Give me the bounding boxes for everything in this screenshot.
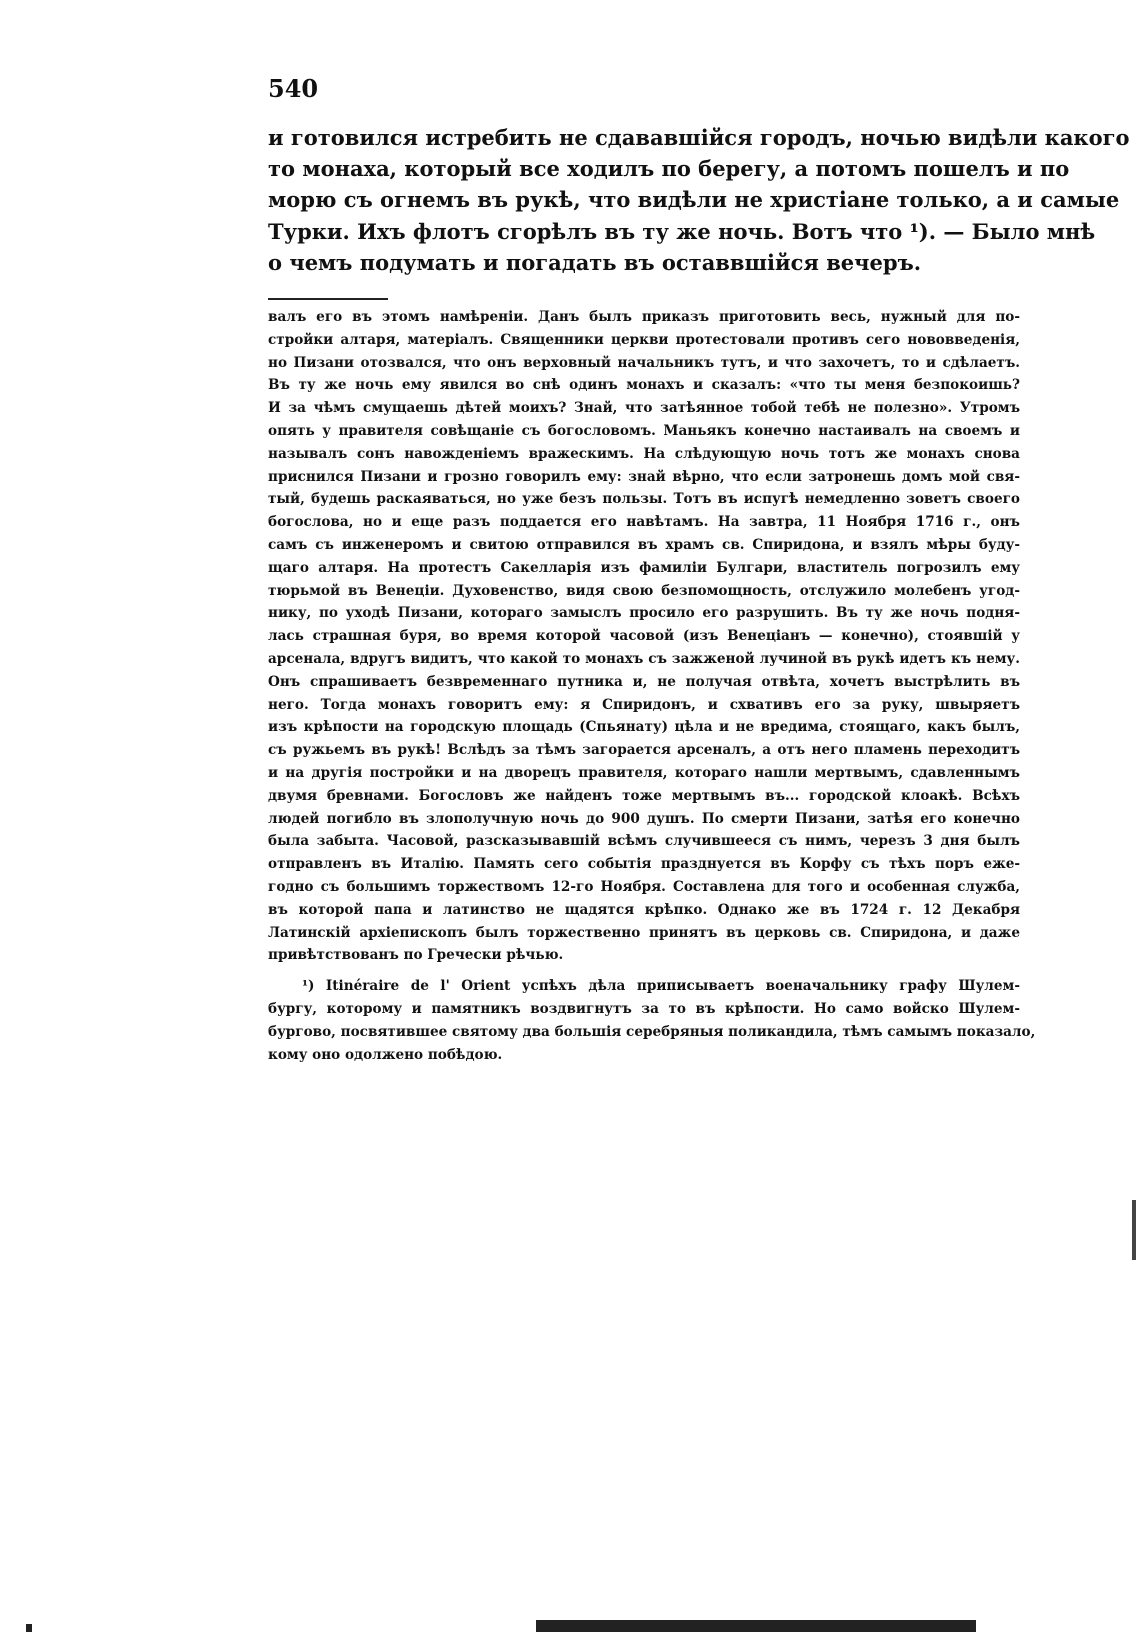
footnote-line: тюрьмой въ Венеціи. Духовенство, видя свою безпомощность, отслужило молебенъ угод- [268,582,1020,599]
main-text-line: морю съ огнемъ въ рукѣ, что видѣли не христіане только, а и самые [268,187,1120,213]
footnote-line: людей погибло въ злополучную ночь до 900 душъ. По смерти Пизани, затѣя его конечно [268,810,1020,827]
footnote-line: годно съ большимъ торжествомъ 12-го Ноября. Составлена для того и особенная служба, [268,878,1020,895]
footnote-line: тый, будешь раскаяваться, но уже безъ пользы. Тотъ въ испугѣ немедленно зоветъ своего [268,491,1020,508]
footnote-line: Въ ту же ночь ему явился во снѣ одинъ монахъ и сказалъ: «что ты меня безпокоишь? [268,377,1020,394]
footnote-line: Латинскій архіепископъ былъ торжественно принятъ въ церковь св. Спиридона, и даже [268,924,1020,941]
footnote-line: И за чѣмъ смущаешь дѣтей моихъ? Знай, что затѣянное тобой тебѣ не полезно». Утромъ [268,400,1020,417]
scan-artifact-edge [1132,1200,1136,1260]
footnote-line: стройки алтаря, матеріалъ. Священники церкви протестовали противъ сего нововведенія, [268,331,1020,348]
footnote-1-line: бургово, посвятившее святому два большія серебряныя поликандила, тѣмъ самымъ показало, [268,1023,1036,1040]
footnote-1-line: бургу, которому и памятникъ воздвигнутъ за то въ крѣпости. Но само войско Шулем- [268,1000,1020,1017]
footnote-line: богослова, но и еще разъ поддается его навѣтамъ. На завтра, 11 Ноября 1716 г., онъ [268,514,1020,531]
scan-artifact-bar [536,1620,976,1632]
main-text-line: о чемъ подумать и погадать въ оставвшійся вечеръ. [268,249,921,275]
footnote-line: арсенала, вдругъ видитъ, что какой то монахъ съ зажженой лучиной въ рукѣ идетъ къ нему. [268,650,1020,667]
footnote-line: приснился Пизани и грозно говорилъ ему: знай вѣрно, что если затронешь домъ мой свя- [268,468,1020,485]
footnote-line: нику, по уходѣ Пизани, котораго замыслъ просило его разрушить. Въ ту же ночь подня- [268,605,1020,622]
page-number: 540 [268,74,319,103]
footnote-line: двумя бревнами. Богословъ же найденъ тоже мертвымъ въ... городской клоакѣ. Всѣхъ [268,787,1020,804]
footnotes [268,306,1036,1066]
footnote-line: называлъ сонъ навожденіемъ вражескимъ. На слѣдующую ночь тотъ же монахъ снова [268,445,1020,462]
footnote-line: лась страшная буря, во время которой часовой (изъ Венеціанъ — конечно), стоявшій у [268,628,1020,645]
footnote-line: самъ съ инженеромъ и свитою отправился въ храмъ св. Спиридона, и взялъ мѣры буду- [268,536,1020,553]
footnote-line: но Пизани отозвался, что онъ верховный начальникъ тутъ, и что захочетъ, то и сдѣлаетъ. [268,354,1020,371]
footnote-line: Онъ спрашиваетъ безвременнаго путника и, не получая отвѣта, хочетъ выстрѣлить въ [268,673,1020,690]
footnote-line: него. Тогда монахъ говоритъ ему: я Спиридонъ, и схвативъ его за руку, швыряетъ [268,696,1020,713]
main-text [268,122,1130,278]
footnote-line: отправленъ въ Италію. Память сего событія празднуется въ Корфу съ тѣхъ поръ еже- [268,856,1020,873]
footnote-line: привѣтствованъ по Гречески рѣчью. [268,947,564,964]
footnote-line: и на другія постройки и на дворецъ правителя, котораго нашли мертвымъ, сдавленнымъ [268,764,1020,781]
footnote-separator-rule [268,298,388,300]
footnote-line: въ которой папа и латинство не щадятся крѣпко. Однако же въ 1724 г. 12 Декабря [268,901,1020,918]
footnote-line: опять у правителя совѣщаніе съ богословомъ. Маньякъ конечно настаивалъ на своемъ и [268,422,1020,439]
main-text-line: Турки. Ихъ флотъ сгорѣлъ въ ту же ночь. Вотъ что ¹). — Было мнѣ [268,218,1096,244]
footnote-line: была забыта. Часовой, разсказывавшій всѣмъ случившееся съ нимъ, черезъ 3 дня былъ [268,833,1020,850]
footnote-1-line: ¹) Itinéraire de l' Orient успѣхъ дѣла приписываетъ военачальнику графу Шулем- [302,978,1020,995]
main-text-line: и готовился истребить не сдававшійся городъ, ночью видѣли какого [268,125,1130,150]
footnote-line: съ ружьемъ въ рукѣ! Вслѣдъ за тѣмъ загорается арсеналъ, а отъ него пламень переходитъ [268,742,1020,759]
main-text-line: то монаха, который все ходилъ по берегу, а потомъ пошелъ и по [268,156,1070,182]
footnote-line: валъ его въ этомъ намѣреніи. Данъ былъ приказъ приготовить весь, нужный для по- [268,309,1020,325]
scan-artifact-mark [26,1624,32,1632]
footnote-line: щаго алтаря. На протестъ Сакелларія изъ фамиліи Булгари, властитель погрозилъ ему [268,559,1020,576]
footnote-1-line: кому оно одолжено побѣдою. [268,1046,503,1063]
footnote-gap [268,967,1020,975]
footnote-line: изъ крѣпости на городскую площадь (Спьянату) цѣла и не вредима, стоящаго, какъ былъ, [268,719,1020,736]
